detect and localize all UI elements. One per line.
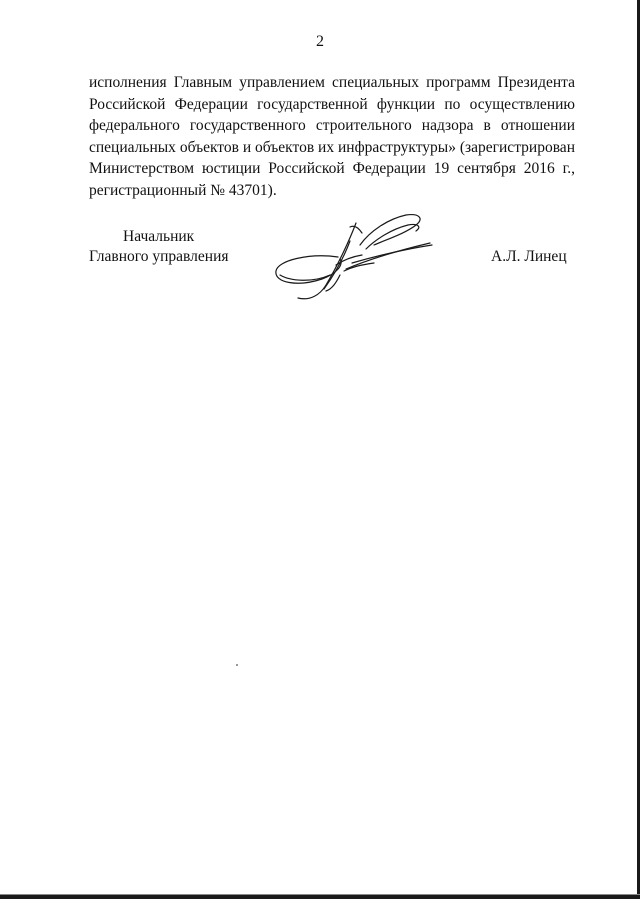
signatory-name: А.Л. Линец <box>491 248 567 265</box>
paragraph-line: исполнения Главным управлением специальных программ Президента <box>89 74 575 91</box>
page-number: 2 <box>316 33 324 50</box>
handwritten-signature <box>270 205 440 310</box>
scan-edge-bottom <box>0 895 640 899</box>
position-line-1: Начальник <box>123 228 195 245</box>
position-line-2: Главного управления <box>89 248 229 265</box>
paragraph-line: Российской Федерации государственной функции по осуществлению <box>89 95 575 113</box>
paragraph-line: федерального государственного строительного надзора в отношении <box>89 117 575 134</box>
paragraph-line: регистрационный № 43701). <box>89 181 277 199</box>
paragraph-line: специальных объектов и объектов их инфраструктуры» (зарегистрирован <box>89 138 575 156</box>
paragraph-line: Министерством юстиции Российской Федерации 19 сентября 2016 г., <box>89 160 575 177</box>
scan-speck <box>236 664 238 666</box>
signatory-position <box>89 227 249 267</box>
body-paragraph <box>89 72 575 201</box>
